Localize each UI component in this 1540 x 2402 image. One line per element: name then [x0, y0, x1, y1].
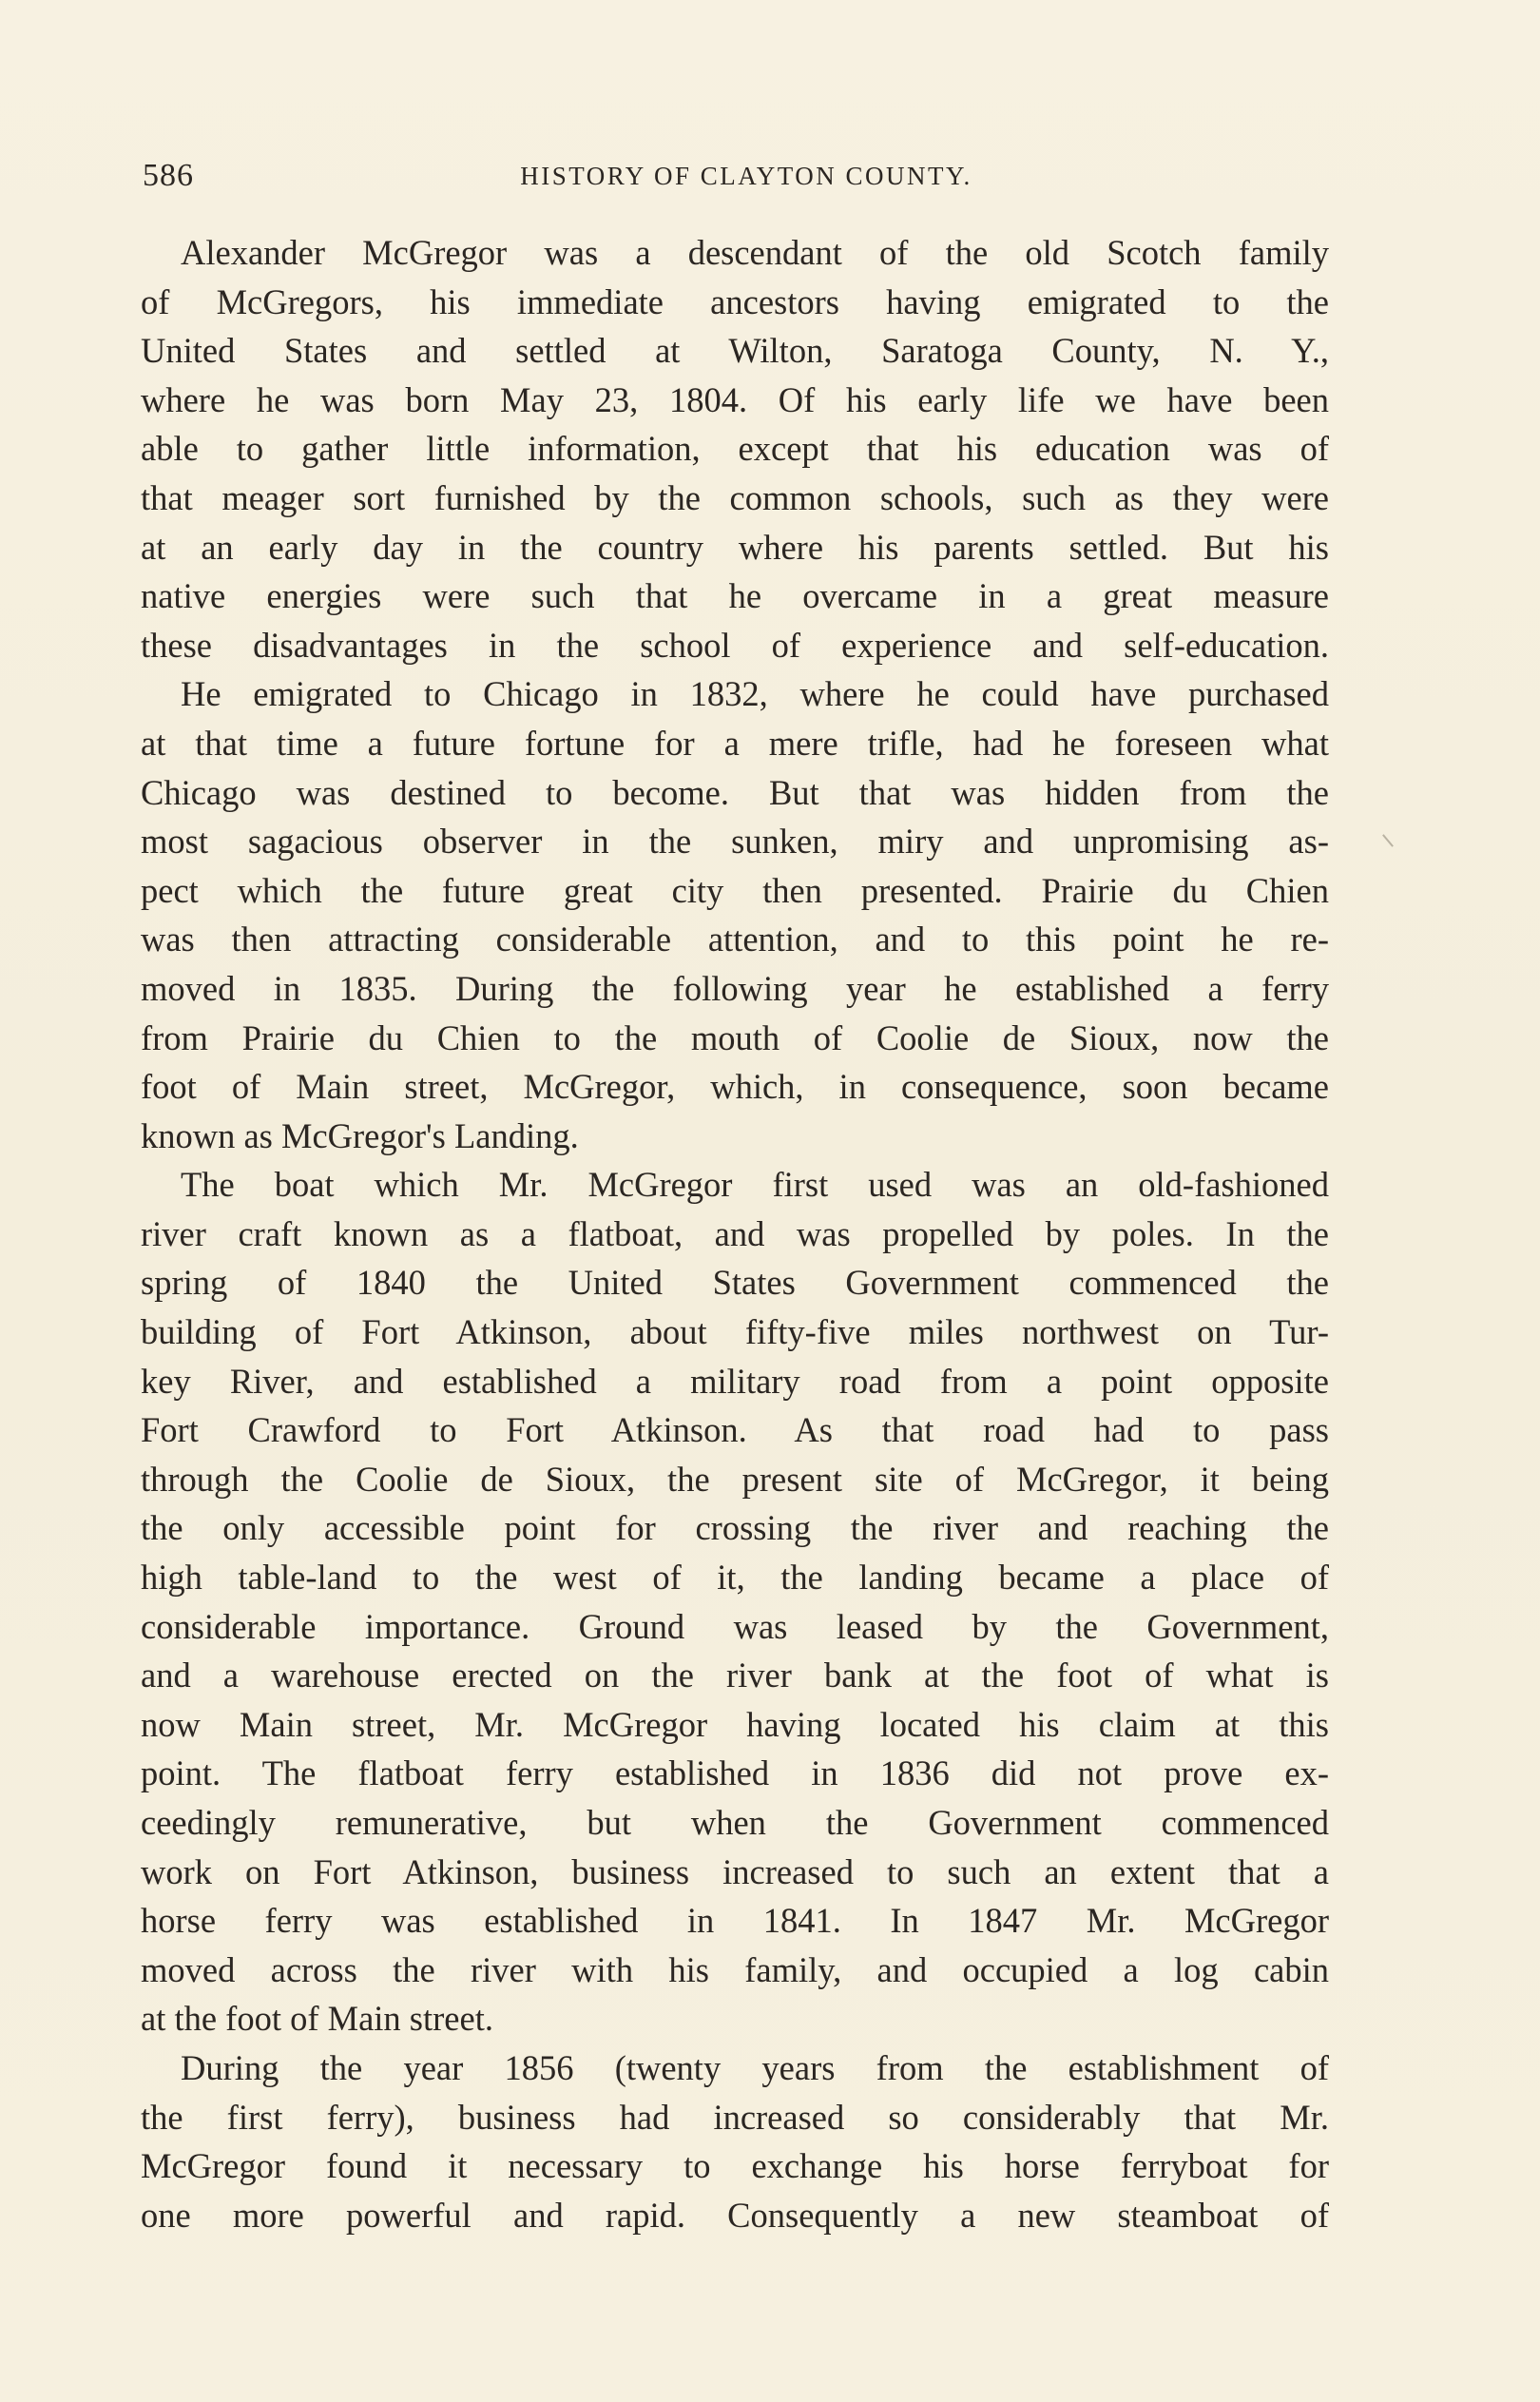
- text-line: through the Coolie de Sioux, the present site of McGregor, it being: [141, 1459, 1329, 1499]
- page-number: 586: [143, 158, 194, 193]
- text-line: was then attracting considerable attention, and to this point he re-: [141, 920, 1329, 959]
- text-line: ceedingly remunerative, but when the Government commenced: [141, 1803, 1329, 1842]
- text-line: at that time a future fortune for a mere trifle, had he foreseen what: [141, 723, 1329, 763]
- text-line: where he was born May 23, 1804. Of his early life we have been: [141, 379, 1329, 419]
- text-line: The boat which Mr. McGregor first used was an old-fashioned: [181, 1165, 1329, 1205]
- text-line: considerable importance. Ground was leased by the Government,: [141, 1606, 1329, 1646]
- text-line: at the foot of Main street.: [141, 1999, 493, 2039]
- stray-print-mark: [1382, 834, 1394, 847]
- text-line: horse ferry was established in 1841. In 1847 Mr. McGregor: [141, 1901, 1329, 1941]
- text-line: foot of Main street, McGregor, which, in consequence, soon became: [141, 1067, 1329, 1107]
- text-line: the only accessible point for crossing the river and reaching the: [141, 1508, 1329, 1548]
- text-line: river craft known as a flatboat, and was propelled by poles. In the: [141, 1213, 1329, 1253]
- text-line: and a warehouse erected on the river bank at the foot of what is: [141, 1656, 1329, 1695]
- text-line: known as McGregor's Landing.: [141, 1115, 579, 1155]
- text-line: key River, and established a military road from a point opposite: [141, 1361, 1329, 1401]
- text-line: United States and settled at Wilton, Saratoga County, N. Y.,: [141, 331, 1329, 371]
- text-line: spring of 1840 the United States Government commenced the: [141, 1263, 1329, 1303]
- text-line: building of Fort Atkinson, about fifty-five miles northwest on Tur-: [141, 1312, 1329, 1352]
- text-line: now Main street, Mr. McGregor having located his claim at this: [141, 1704, 1329, 1744]
- text-line: these disadvantages in the school of experience and self-education.: [141, 625, 1329, 665]
- text-line: one more powerful and rapid. Consequently a new steamboat of: [141, 2195, 1329, 2235]
- text-line: native energies were such that he overcame in a great measure: [141, 576, 1329, 616]
- text-line: that meager sort furnished by the common schools, such as they were: [141, 477, 1329, 517]
- text-line: moved in 1835. During the following year he established a ferry: [141, 968, 1329, 1008]
- running-head: [143, 158, 1331, 203]
- running-head-title: HISTORY OF CLAYTON COUNTY.: [520, 162, 972, 190]
- text-line: of McGregors, his immediate ancestors having emigrated to the: [141, 281, 1329, 321]
- text-line: During the year 1856 (twenty years from the establishment of: [181, 2047, 1329, 2087]
- text-line: Chicago was destined to become. But that was hidden from the: [141, 772, 1329, 812]
- text-line: work on Fort Atkinson, business increased to such an extent that a: [141, 1851, 1329, 1891]
- text-line: the first ferry), business had increased so considerably that Mr.: [141, 2097, 1329, 2137]
- text-line: McGregor found it necessary to exchange his horse ferryboat for: [141, 2146, 1329, 2186]
- text-line: Fort Crawford to Fort Atkinson. As that road had to pass: [141, 1410, 1329, 1450]
- text-line: Alexander McGregor was a descendant of the old Scotch family: [181, 233, 1329, 272]
- text-line: able to gather little information, except that his education was of: [141, 429, 1329, 469]
- text-line: He emigrated to Chicago in 1832, where he could have purchased: [181, 674, 1329, 714]
- body-text: [141, 228, 1329, 2239]
- text-line: most sagacious observer in the sunken, miry and unpromising as-: [141, 822, 1329, 862]
- text-line: point. The flatboat ferry established in 1836 did not prove ex-: [141, 1753, 1329, 1793]
- text-line: pect which the future great city then presented. Prairie du Chien: [141, 870, 1329, 910]
- text-line: at an early day in the country where his parents settled. But his: [141, 527, 1329, 567]
- text-line: from Prairie du Chien to the mouth of Coolie de Sioux, now the: [141, 1017, 1329, 1057]
- text-line: high table-land to the west of it, the landing became a place of: [141, 1558, 1329, 1598]
- text-line: moved across the river with his family, and occupied a log cabin: [141, 1949, 1329, 1989]
